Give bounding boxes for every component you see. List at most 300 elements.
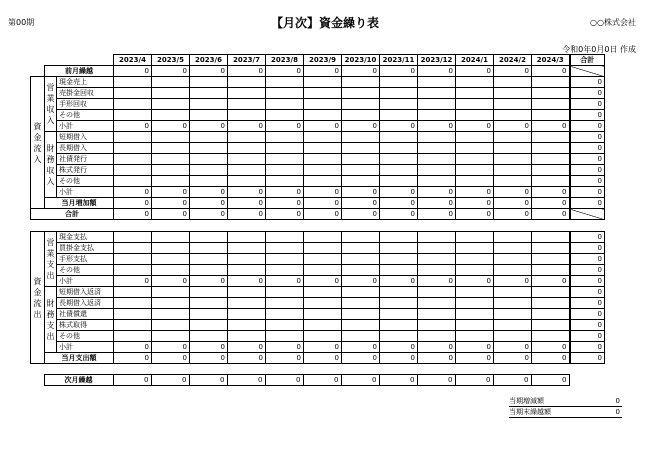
value-cell	[418, 143, 456, 154]
value-cell: 0	[304, 121, 342, 132]
table-row	[31, 66, 605, 77]
corner-cell	[31, 55, 114, 66]
month-header: 2023/10	[342, 55, 380, 66]
value-cell: 0	[190, 342, 228, 353]
value-cell	[114, 232, 152, 243]
value-cell	[532, 99, 570, 110]
value-cell	[152, 132, 190, 143]
value-cell	[456, 176, 494, 187]
item-label: 売掛金回収	[57, 88, 114, 99]
value-cell	[152, 320, 190, 331]
table-row	[31, 342, 605, 353]
value-cell: 0	[228, 353, 266, 364]
value-cell	[494, 309, 532, 320]
value-cell: 0	[266, 187, 304, 198]
value-cell	[228, 165, 266, 176]
total-cell: 0	[570, 254, 605, 265]
value-cell	[380, 88, 418, 99]
total-cell-diagonal	[570, 66, 605, 77]
table-row	[31, 353, 605, 364]
value-cell	[342, 309, 380, 320]
value-cell: 0	[304, 342, 342, 353]
value-cell	[418, 165, 456, 176]
item-label: その他	[57, 331, 114, 342]
subtotal-label: 小計	[57, 187, 114, 198]
subtotal-label: 小計	[57, 276, 114, 287]
item-label: 現金売上	[57, 77, 114, 88]
value-cell: 0	[114, 342, 152, 353]
value-cell: 0	[152, 198, 190, 209]
table-row	[31, 77, 605, 88]
table-row	[31, 165, 605, 176]
value-cell	[494, 165, 532, 176]
value-cell: 0	[189, 375, 227, 386]
value-cell	[342, 176, 380, 187]
value-cell	[342, 265, 380, 276]
value-cell	[342, 331, 380, 342]
value-cell: 0	[152, 342, 190, 353]
value-cell	[304, 265, 342, 276]
value-cell	[114, 243, 152, 254]
value-cell: 0	[114, 276, 152, 287]
table-row	[31, 298, 605, 309]
value-cell	[380, 110, 418, 121]
value-cell	[494, 320, 532, 331]
total-cell: 0	[570, 265, 605, 276]
value-cell: 0	[190, 209, 228, 220]
value-cell	[266, 154, 304, 165]
value-cell	[456, 254, 494, 265]
value-cell	[190, 165, 228, 176]
total-cell: 0	[570, 342, 605, 353]
value-cell	[456, 154, 494, 165]
value-cell	[532, 88, 570, 99]
value-cell: 0	[151, 375, 189, 386]
value-cell: 0	[342, 209, 380, 220]
value-cell	[304, 77, 342, 88]
value-cell	[228, 143, 266, 154]
value-cell	[456, 287, 494, 298]
table-row	[31, 88, 605, 99]
value-cell: 0	[418, 198, 456, 209]
value-cell: 0	[418, 187, 456, 198]
value-cell: 0	[380, 121, 418, 132]
table-row	[31, 143, 605, 154]
blank-cell	[31, 66, 45, 77]
month-header: 2023/8	[266, 55, 304, 66]
table-row	[30, 375, 604, 386]
item-label: 手形回収	[57, 99, 114, 110]
total-cell: 0	[570, 132, 605, 143]
value-cell	[266, 254, 304, 265]
table-row	[31, 320, 605, 331]
value-cell	[342, 165, 380, 176]
month-header: 2024/3	[532, 55, 570, 66]
value-cell	[190, 77, 228, 88]
value-cell: 0	[418, 276, 456, 287]
value-cell	[228, 298, 266, 309]
page-title: 【月次】資金繰り表	[270, 16, 379, 30]
value-cell: 0	[152, 66, 190, 77]
value-cell: 0	[342, 121, 380, 132]
value-cell	[304, 232, 342, 243]
value-cell: 0	[380, 276, 418, 287]
value-cell	[342, 99, 380, 110]
value-cell	[266, 320, 304, 331]
value-cell: 0	[114, 209, 152, 220]
value-cell: 0	[379, 375, 417, 386]
total-cell: 0	[570, 165, 605, 176]
value-cell	[304, 99, 342, 110]
total-cell: 0	[570, 143, 605, 154]
carry-table	[30, 374, 604, 386]
value-cell: 0	[418, 66, 456, 77]
value-cell	[342, 287, 380, 298]
value-cell	[190, 243, 228, 254]
value-cell	[342, 132, 380, 143]
value-cell: 0	[303, 375, 341, 386]
value-cell	[152, 77, 190, 88]
value-cell	[114, 77, 152, 88]
total-cell: 0	[570, 331, 605, 342]
value-cell: 0	[228, 66, 266, 77]
month-expense-label: 当月支出額	[45, 353, 114, 364]
item-label: 短期借入	[57, 132, 114, 143]
value-cell: 0	[266, 198, 304, 209]
value-cell	[532, 232, 570, 243]
value-cell	[494, 154, 532, 165]
value-cell	[342, 243, 380, 254]
value-cell	[304, 298, 342, 309]
value-cell	[494, 110, 532, 121]
value-cell	[266, 265, 304, 276]
value-cell	[114, 320, 152, 331]
value-cell: 0	[265, 375, 303, 386]
item-label: 長期借入	[57, 143, 114, 154]
value-cell	[266, 165, 304, 176]
value-cell: 0	[494, 353, 532, 364]
value-cell	[456, 298, 494, 309]
total-cell: 0	[570, 353, 605, 364]
value-cell	[304, 88, 342, 99]
value-cell: 0	[494, 209, 532, 220]
value-cell	[190, 287, 228, 298]
value-cell	[418, 110, 456, 121]
period-label: 第00期	[8, 18, 35, 27]
group-label-finance-income: 財務収入	[45, 132, 57, 198]
value-cell	[418, 298, 456, 309]
value-cell	[380, 320, 418, 331]
table-row	[31, 309, 605, 320]
value-cell: 0	[341, 375, 379, 386]
value-cell	[228, 331, 266, 342]
value-cell: 0	[380, 198, 418, 209]
value-cell: 0	[380, 66, 418, 77]
value-cell	[152, 265, 190, 276]
value-cell	[114, 331, 152, 342]
value-cell	[266, 232, 304, 243]
value-cell	[532, 132, 570, 143]
value-cell: 0	[266, 342, 304, 353]
period-end-row	[509, 407, 622, 418]
value-cell	[380, 309, 418, 320]
value-cell	[532, 110, 570, 121]
item-label: 株式取得	[57, 320, 114, 331]
value-cell	[190, 309, 228, 320]
value-cell	[342, 154, 380, 165]
value-cell	[304, 320, 342, 331]
value-cell	[418, 88, 456, 99]
total-cell: 0	[570, 287, 605, 298]
value-cell	[228, 99, 266, 110]
value-cell: 0	[456, 353, 494, 364]
value-cell	[342, 320, 380, 331]
value-cell	[114, 309, 152, 320]
value-cell	[418, 99, 456, 110]
table-row	[31, 265, 605, 276]
value-cell	[380, 154, 418, 165]
value-cell	[494, 176, 532, 187]
value-cell	[152, 143, 190, 154]
value-cell: 0	[114, 121, 152, 132]
value-cell	[418, 154, 456, 165]
value-cell	[152, 176, 190, 187]
subtotal-label: 小計	[57, 121, 114, 132]
value-cell: 0	[190, 66, 228, 77]
value-cell	[152, 88, 190, 99]
value-cell: 0	[532, 342, 570, 353]
value-cell: 0	[190, 353, 228, 364]
total-cell: 0	[570, 276, 605, 287]
value-cell	[152, 254, 190, 265]
value-cell	[266, 132, 304, 143]
value-cell	[190, 265, 228, 276]
value-cell	[266, 143, 304, 154]
value-cell: 0	[228, 276, 266, 287]
value-cell	[114, 88, 152, 99]
table-row	[31, 132, 605, 143]
value-cell	[152, 165, 190, 176]
value-cell	[228, 176, 266, 187]
value-cell	[418, 243, 456, 254]
table-row	[31, 232, 605, 243]
value-cell: 0	[531, 375, 569, 386]
value-cell	[304, 254, 342, 265]
value-cell	[342, 77, 380, 88]
value-cell	[152, 298, 190, 309]
total-cell: 0	[570, 99, 605, 110]
value-cell	[418, 232, 456, 243]
value-cell	[380, 77, 418, 88]
value-cell	[418, 132, 456, 143]
value-cell: 0	[456, 276, 494, 287]
value-cell	[114, 298, 152, 309]
value-cell: 0	[228, 187, 266, 198]
group-label-sales-income: 営業収入	[45, 77, 57, 132]
value-cell	[190, 154, 228, 165]
period-change-value: 0	[615, 397, 620, 405]
value-cell: 0	[266, 209, 304, 220]
value-cell	[304, 309, 342, 320]
month-header: 2023/7	[228, 55, 266, 66]
value-cell	[380, 132, 418, 143]
value-cell	[456, 88, 494, 99]
value-cell	[114, 254, 152, 265]
expense-table	[30, 231, 605, 364]
value-cell	[342, 232, 380, 243]
value-cell	[228, 287, 266, 298]
value-cell	[266, 99, 304, 110]
value-cell	[114, 110, 152, 121]
table-row	[31, 331, 605, 342]
table-row	[31, 276, 605, 287]
value-cell	[228, 132, 266, 143]
value-cell	[190, 99, 228, 110]
value-cell: 0	[228, 342, 266, 353]
value-cell	[456, 331, 494, 342]
value-cell	[380, 287, 418, 298]
value-cell: 0	[114, 66, 152, 77]
value-cell: 0	[342, 66, 380, 77]
value-cell	[494, 77, 532, 88]
value-cell	[380, 298, 418, 309]
value-cell	[494, 232, 532, 243]
total-cell: 0	[570, 309, 605, 320]
value-cell: 0	[114, 187, 152, 198]
value-cell	[532, 77, 570, 88]
value-cell: 0	[342, 187, 380, 198]
value-cell: 0	[494, 66, 532, 77]
table-row	[31, 55, 605, 66]
value-cell: 0	[493, 375, 531, 386]
value-cell	[228, 265, 266, 276]
value-cell: 0	[113, 375, 151, 386]
value-cell: 0	[152, 353, 190, 364]
month-header: 2023/4	[114, 55, 152, 66]
item-label: その他	[57, 110, 114, 121]
value-cell: 0	[532, 187, 570, 198]
value-cell	[152, 243, 190, 254]
value-cell	[190, 298, 228, 309]
value-cell	[114, 99, 152, 110]
value-cell	[152, 309, 190, 320]
value-cell	[266, 77, 304, 88]
value-cell: 0	[152, 121, 190, 132]
value-cell	[228, 88, 266, 99]
value-cell	[456, 77, 494, 88]
value-cell: 0	[494, 342, 532, 353]
month-header: 2023/9	[304, 55, 342, 66]
value-cell: 0	[342, 198, 380, 209]
value-cell: 0	[190, 121, 228, 132]
value-cell	[304, 176, 342, 187]
total-cell: 0	[570, 198, 605, 209]
value-cell: 0	[380, 209, 418, 220]
total-cell: 0	[570, 298, 605, 309]
value-cell: 0	[304, 187, 342, 198]
value-cell	[532, 331, 570, 342]
value-cell: 0	[418, 121, 456, 132]
value-cell	[456, 320, 494, 331]
value-cell	[456, 309, 494, 320]
value-cell	[190, 176, 228, 187]
value-cell	[380, 254, 418, 265]
value-cell: 0	[532, 121, 570, 132]
value-cell: 0	[266, 276, 304, 287]
value-cell	[228, 254, 266, 265]
value-cell	[304, 132, 342, 143]
month-header: 2023/6	[190, 55, 228, 66]
value-cell: 0	[228, 198, 266, 209]
value-cell: 0	[494, 276, 532, 287]
value-cell: 0	[190, 187, 228, 198]
table-row	[31, 187, 605, 198]
period-end-label: 当期末繰越額	[509, 408, 551, 416]
value-cell	[532, 265, 570, 276]
value-cell	[304, 243, 342, 254]
item-label: 買掛金支払	[57, 243, 114, 254]
value-cell	[152, 99, 190, 110]
value-cell: 0	[456, 342, 494, 353]
value-cell	[494, 265, 532, 276]
value-cell	[532, 287, 570, 298]
value-cell: 0	[342, 353, 380, 364]
table-row	[31, 209, 605, 220]
value-cell	[266, 287, 304, 298]
value-cell: 0	[456, 209, 494, 220]
value-cell: 0	[380, 342, 418, 353]
table-row	[31, 198, 605, 209]
value-cell	[114, 154, 152, 165]
value-cell	[114, 265, 152, 276]
value-cell: 0	[418, 353, 456, 364]
total-cell: 0	[570, 320, 605, 331]
value-cell	[114, 132, 152, 143]
value-cell	[266, 88, 304, 99]
value-cell	[152, 232, 190, 243]
value-cell	[380, 232, 418, 243]
total-cell: 0	[570, 110, 605, 121]
value-cell	[228, 320, 266, 331]
total-cell: 0	[570, 232, 605, 243]
value-cell	[494, 132, 532, 143]
value-cell: 0	[304, 276, 342, 287]
value-cell	[190, 143, 228, 154]
value-cell: 0	[456, 121, 494, 132]
item-label: 現金支払	[57, 232, 114, 243]
value-cell	[418, 254, 456, 265]
value-cell	[418, 287, 456, 298]
value-cell	[380, 99, 418, 110]
value-cell	[190, 132, 228, 143]
table-row	[31, 99, 605, 110]
value-cell	[456, 243, 494, 254]
period-change-label: 当期増減額	[509, 397, 544, 405]
value-cell: 0	[342, 276, 380, 287]
value-cell	[228, 110, 266, 121]
value-cell	[228, 243, 266, 254]
month-header: 2023/11	[380, 55, 418, 66]
subtotal-label: 小計	[57, 342, 114, 353]
value-cell: 0	[455, 375, 493, 386]
value-cell	[456, 143, 494, 154]
value-cell	[494, 143, 532, 154]
value-cell: 0	[228, 121, 266, 132]
value-cell	[342, 254, 380, 265]
value-cell	[114, 176, 152, 187]
month-header: 2024/1	[456, 55, 494, 66]
value-cell	[494, 254, 532, 265]
